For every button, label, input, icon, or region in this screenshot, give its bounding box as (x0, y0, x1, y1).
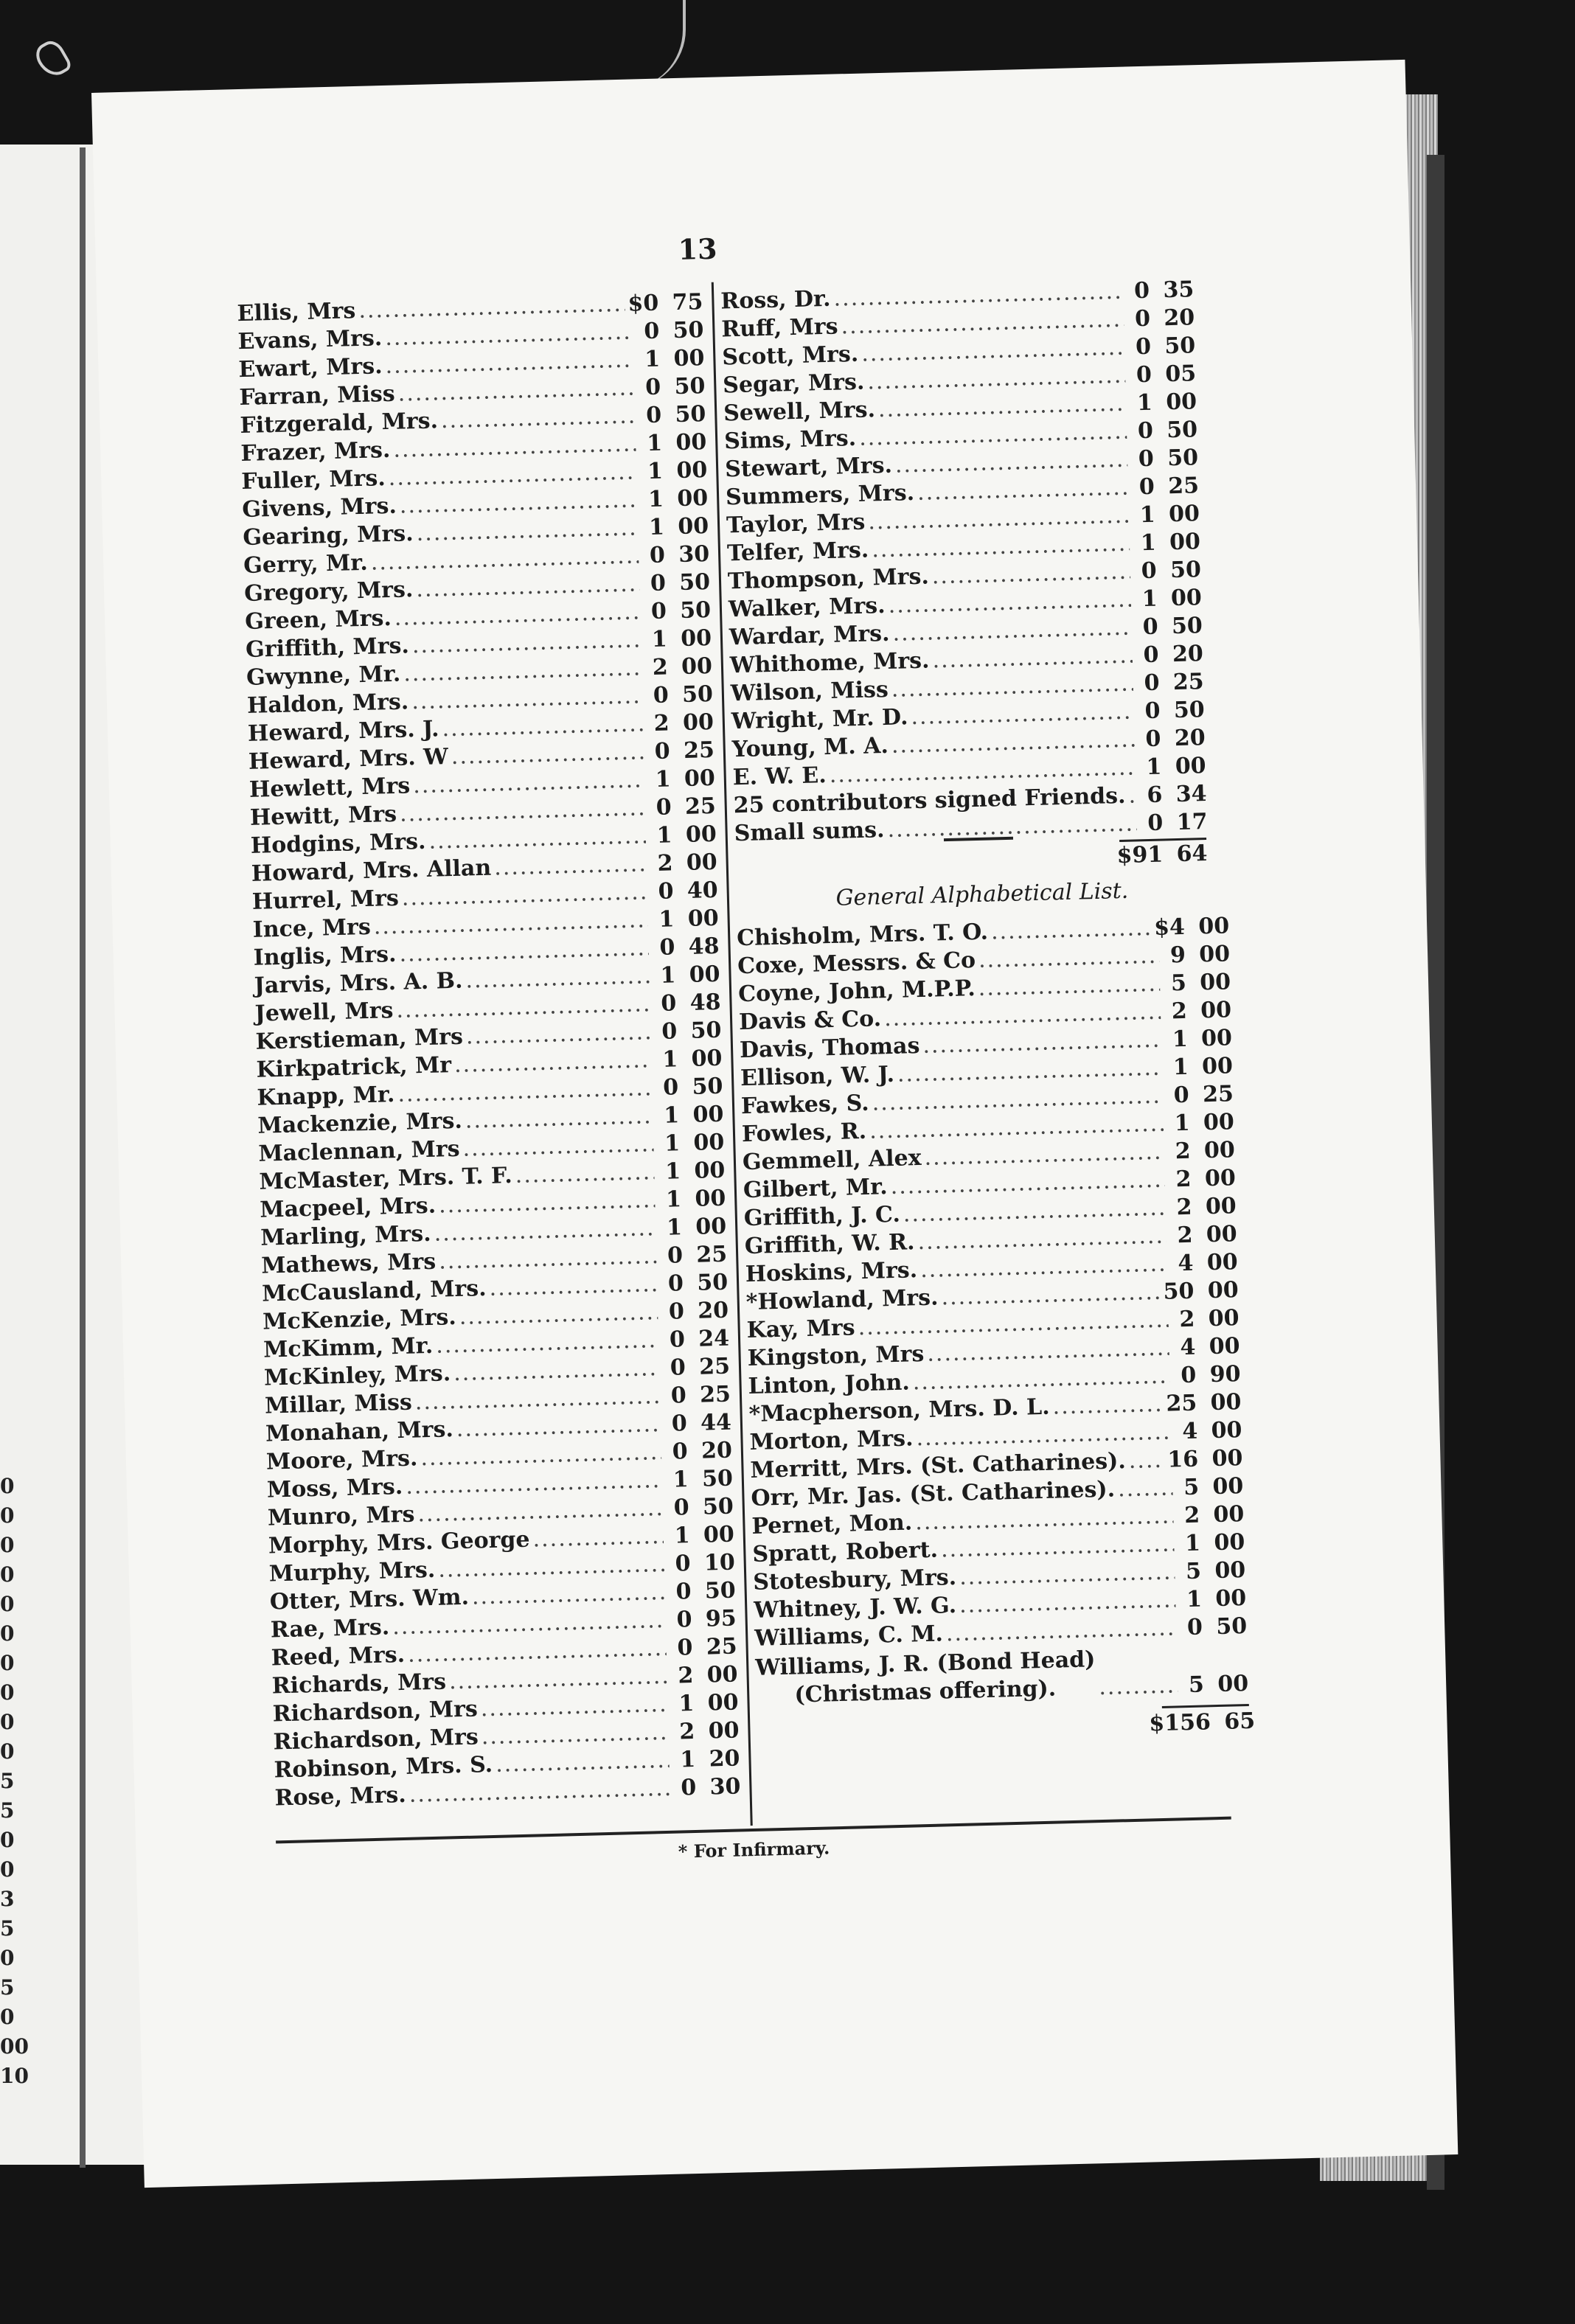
entry-name: Kay, Mrs (746, 1315, 856, 1344)
entry-name: Mathews, Mrs (260, 1248, 437, 1279)
entry-name: Heward, Mrs. J. (247, 716, 439, 747)
entry-amount: 1 00 (664, 1157, 726, 1185)
leader-dots (1052, 1391, 1164, 1422)
entry-amount: 1 00 (1186, 1585, 1247, 1613)
entry-name: Monahan, Mrs. (265, 1416, 454, 1447)
edge-digit: 0 (0, 1857, 15, 1882)
entry-amount: 0 05 (1136, 361, 1197, 389)
leader-dots (451, 738, 644, 771)
entry-name: E. W. E. (732, 762, 827, 791)
entry-amount: 0 50 (650, 596, 712, 625)
edge-digit: 5 (0, 1798, 15, 1823)
entry-name: Heward, Mrs. W (248, 744, 449, 775)
right-column-top-list (720, 276, 1208, 848)
entry-name: McCausland, Mrs. (261, 1275, 487, 1307)
left-page-edge-digits (0, 1472, 29, 2091)
section-heading: General Alphabetical List. (835, 877, 1129, 911)
entry-name: Scott, Mrs. (721, 341, 859, 371)
entry-name: Hurrel, Mrs (251, 885, 400, 915)
entry-amount: 0 50 (673, 1493, 734, 1521)
entry-name: McKinley, Mrs. (263, 1360, 451, 1391)
entry-amount: 0 25 (670, 1381, 731, 1409)
leader-dots (978, 970, 1160, 1003)
entry-name: Fuller, Mrs. (240, 465, 386, 495)
entry-name: Gregory, Mrs. (243, 577, 414, 607)
entry-amount: 1 00 (1136, 389, 1197, 417)
entry-amount: 0 90 (1180, 1361, 1241, 1389)
entry-amount: 0 20 (672, 1437, 733, 1465)
entry-name: McKimm, Mr. (262, 1332, 434, 1363)
entry-name: Rose, Mrs. (274, 1781, 407, 1812)
book-thread (624, 0, 686, 88)
entry-amount: $4 00 (1153, 913, 1230, 941)
right-column-bottom-list (737, 912, 1248, 1653)
entry-amount: 25 00 (1166, 1389, 1242, 1417)
entry-amount: 0 20 (1134, 305, 1195, 333)
entry-name: Murphy, Mrs. (268, 1556, 436, 1587)
entry-name: Stotesbury, Mrs. (752, 1564, 957, 1596)
entry-name: Sims, Mrs. (723, 425, 857, 455)
entry-amount: 4 00 (1180, 1333, 1240, 1361)
entry-name: McMaster, Mrs. T. F. (259, 1163, 513, 1195)
entry-name: Williams, C. M. (754, 1621, 944, 1652)
entry-amount: 0 25 (1138, 473, 1200, 501)
entry-amount: 1 00 (660, 961, 720, 989)
entry-name: Davis & Co. (738, 1006, 882, 1036)
entry-amount: 0 20 (668, 1297, 729, 1325)
entry-name: Givens, Mrs. (241, 493, 397, 523)
edge-digit: 5 (0, 1975, 15, 2000)
entry-name: Gerry, Mr. (243, 549, 369, 579)
entry-name: Jarvis, Mrs. A. B. (254, 967, 463, 999)
leader-dots (480, 1691, 668, 1723)
leader-dots (494, 850, 647, 882)
page-number: 13 (678, 232, 718, 266)
edge-digit: 0 (0, 1621, 15, 1646)
leader-dots (465, 1102, 653, 1135)
entry-name: Griffith, J. C. (743, 1201, 901, 1232)
entry-amount: 1 00 (1174, 1109, 1235, 1137)
entry-amount: 0 20 (1145, 725, 1206, 753)
edge-digit: 0 (0, 1533, 15, 1557)
left-column-list (237, 288, 741, 1812)
entry-name: Summers, Mrs. (725, 479, 915, 511)
entry-amount: 1 00 (648, 513, 709, 541)
entry-amount: 0 50 (661, 1017, 722, 1045)
entry-amount: 0 50 (675, 1577, 737, 1605)
edge-digit: 0 (0, 1474, 15, 1498)
entry-amount: 1 00 (1184, 1529, 1245, 1557)
entry-name: 25 contributors signed Friends. (733, 782, 1126, 819)
entry-name: Green, Mrs. (244, 605, 392, 635)
entry-amount: 0 50 (662, 1073, 723, 1101)
leader-dots (515, 1158, 655, 1190)
entry-amount: 0 25 (667, 1241, 728, 1269)
entry-name: Reed, Mrs. (271, 1641, 406, 1671)
entry-amount: 0 40 (658, 877, 719, 905)
entry-amount: 1 50 (672, 1465, 734, 1493)
entry-amount: 1 00 (665, 1185, 726, 1213)
leader-dots (1099, 1671, 1178, 1702)
entry-amount: 9 00 (1169, 941, 1231, 969)
entry-name: Robinson, Mrs. S. (274, 1751, 493, 1784)
entry-amount: 1 00 (664, 1129, 725, 1157)
entry-name: Walker, Mrs. (728, 592, 886, 623)
entry-amount: 0 50 (1137, 417, 1198, 445)
entry-name: Hewitt, Mrs (249, 801, 397, 831)
entry-name: Kerstieman, Mrs (255, 1023, 464, 1055)
entry-amount: 2 00 (678, 1717, 740, 1745)
entry-name: Kingston, Mrs (747, 1340, 925, 1372)
edge-digit: 0 (0, 1680, 15, 1705)
leader-dots (465, 1018, 651, 1051)
edge-digit: 0 (0, 1828, 15, 1852)
entry-amount: 2 00 (1175, 1137, 1236, 1165)
leader-dots (440, 402, 635, 435)
entry-amount: 1 00 (663, 1101, 724, 1129)
entry-name: Griffith, Mrs. (245, 633, 410, 663)
entry-name: Knapp, Mr. (257, 1082, 395, 1111)
entry-name: Ross, Dr. (720, 285, 831, 315)
leader-dots (1128, 1447, 1165, 1475)
entry-amount: 2 00 (1179, 1305, 1240, 1333)
entry-amount: 1 00 (658, 905, 720, 933)
entry-name: Pernet, Mon. (751, 1509, 913, 1540)
entry-amount: 0 25 (1144, 669, 1205, 697)
entry-name: Richardson, Mrs (272, 1696, 479, 1728)
entry-name: Moss, Mrs. (266, 1473, 403, 1503)
entry-amount: 1 00 (655, 765, 716, 793)
entry-amount: 0 50 (1142, 613, 1203, 641)
entry-amount: 0 30 (649, 540, 710, 569)
entry-name: Coyne, John, M.P.P. (737, 975, 976, 1008)
entry-amount: 2 00 (678, 1661, 739, 1689)
entry-amount: 5 00 (1183, 1473, 1244, 1501)
entry-amount: 2 00 (652, 653, 713, 681)
entry-name: Taylor, Mrs (726, 509, 866, 539)
entry-amount: 1 00 (1141, 585, 1203, 613)
leader-dots (471, 1579, 665, 1612)
williams-line1: Williams, J. R. (Bond Head) (754, 1646, 1096, 1681)
entry-name: Maclennan, Mrs (258, 1135, 460, 1167)
entry-name: Richardson, Mrs (273, 1724, 479, 1756)
entry-amount: 1 00 (1139, 501, 1200, 529)
entry-name: Mackenzie, Mrs. (257, 1107, 463, 1139)
right-page (91, 60, 1458, 2188)
entry-amount: 2 00 (1183, 1501, 1245, 1529)
leader-dots (462, 1130, 654, 1163)
entry-amount: 5 00 (1188, 1670, 1249, 1699)
entry-amount: 1 00 (644, 345, 705, 373)
leader-dots (496, 1747, 670, 1779)
entry-name: Inglis, Mrs. (253, 941, 397, 971)
entry-name: Fowles, R. (741, 1118, 867, 1148)
book-gutter (80, 147, 86, 2168)
entry-amount: 0 95 (676, 1605, 737, 1633)
entry-amount: 0 24 (669, 1325, 730, 1353)
entry-name: Young, M. A. (731, 732, 889, 763)
entry-name: Hewlett, Mrs (248, 773, 411, 803)
entry-amount: 0 25 (654, 737, 715, 765)
entry-amount: 2 00 (657, 849, 718, 877)
entry-amount: 16 00 (1167, 1445, 1243, 1473)
entry-name: Jewell, Mrs (254, 998, 394, 1027)
entry-amount: 0 50 (650, 568, 711, 597)
entry-amount: 0 50 (644, 373, 706, 401)
leader-dots (1128, 782, 1136, 810)
entry-amount: 2 00 (653, 709, 715, 737)
leader-dots (465, 962, 650, 995)
edge-digit: 5 (0, 1916, 15, 1941)
entry-amount: 0 50 (1186, 1613, 1248, 1641)
entry-name: Gemmell, Alex (742, 1144, 922, 1176)
leader-dots (945, 1614, 1176, 1648)
entry-amount: 0 35 (1133, 276, 1195, 305)
leader-dots (1118, 1475, 1173, 1504)
entry-amount: 0 50 (1144, 697, 1206, 725)
entry-amount: 0 25 (670, 1353, 731, 1381)
entry-name: Davis, Thomas (739, 1032, 920, 1064)
entry-name: Richards, Mrs (271, 1669, 447, 1699)
entry-amount: $0 75 (627, 289, 703, 317)
edge-digit: 00 (0, 2034, 29, 2059)
entry-name: Evans, Mrs. (237, 325, 383, 355)
entry-name: Otter, Mrs. Wm. (269, 1584, 470, 1615)
entry-amount: 2 00 (1176, 1193, 1237, 1221)
entry-name: Wilson, Miss (730, 676, 889, 707)
entry-amount: 1 00 (674, 1521, 735, 1549)
entry-name: Linton, John. (748, 1369, 911, 1400)
entry-amount: 4 00 (1178, 1249, 1239, 1277)
entry-amount: 1 20 (679, 1745, 740, 1773)
entry-amount: 4 00 (1181, 1417, 1242, 1445)
leader-dots (532, 1523, 664, 1554)
entry-amount: 1 00 (1140, 529, 1201, 557)
entry-name: Morton, Mrs. (749, 1425, 914, 1455)
subtotal-rule-bottom (1162, 1704, 1249, 1708)
entry-amount: 0 25 (1173, 1081, 1234, 1109)
entry-amount: 1 00 (678, 1689, 739, 1717)
leader-dots (489, 1270, 658, 1303)
leader-dots (991, 914, 1152, 946)
entry-name: Hoskins, Mrs. (745, 1257, 918, 1288)
entry-name: Gearing, Mrs. (242, 521, 414, 551)
entry-name: Rae, Mrs. (270, 1614, 390, 1643)
edge-digit: 3 (0, 1887, 15, 1911)
entry-name: Macpeel, Mrs. (259, 1192, 437, 1223)
entry-name: Merritt, Mrs. (St. Catharines). (750, 1448, 1127, 1483)
entry-name: Farran, Miss (239, 380, 396, 411)
entry-name: Wardar, Mrs. (729, 620, 890, 651)
entry-name: Ellis, Mrs (237, 298, 356, 327)
entry-name: Fawkes, S. (740, 1090, 870, 1120)
entry-name: Howard, Mrs. Allan (251, 855, 492, 887)
entry-name: Chisholm, Mrs. T. O. (736, 919, 989, 952)
entry-name: Segar, Mrs. (722, 369, 865, 399)
entry-amount: 1 00 (647, 457, 708, 485)
entry-amount: 5 00 (1170, 969, 1231, 997)
entry-name: Millar, Miss (264, 1389, 413, 1419)
entry-name: Morphy, Mrs. George (268, 1526, 530, 1559)
entry-amount: 0 48 (660, 989, 721, 1017)
entry-name: Whitney, J. W. G. (753, 1592, 957, 1624)
entry-name: Thompson, Mrs. (727, 563, 930, 595)
edge-digit: 10 (0, 2064, 29, 2088)
entry-name: *Macpherson, Mrs. D. L. (748, 1394, 1051, 1428)
subtotal-top: $91 64 (1116, 841, 1208, 869)
entry-name: Telfer, Mrs. (726, 537, 869, 567)
entry-name: *Howland, Mrs. (745, 1284, 939, 1316)
entry-amount: 1 00 (666, 1213, 727, 1241)
entry-name: Munro, Mrs (267, 1501, 415, 1531)
entry-name: Haldon, Mrs. (246, 689, 409, 719)
entry-name: Wright, Mr. D. (731, 704, 908, 735)
edge-digit: 0 (0, 1592, 15, 1616)
entry-name: Hodgins, Mrs. (250, 828, 426, 859)
leader-dots (978, 942, 1160, 975)
entry-name: Marling, Mrs. (260, 1220, 432, 1251)
entry-name (755, 1646, 1096, 1711)
entry-amount: 0 44 (671, 1409, 732, 1437)
edge-digit: 0 (0, 1562, 15, 1587)
entry-name: Ewart, Mrs. (238, 353, 383, 383)
entry-amount: 1 00 (661, 1045, 723, 1073)
entry-amount: 2 00 (1177, 1221, 1238, 1249)
entry-name: Whithome, Mrs. (729, 647, 930, 679)
entry-amount: 0 50 (1141, 557, 1202, 585)
entry-name: Sewell, Mrs. (723, 397, 876, 427)
entry-amount: 0 50 (643, 317, 704, 345)
entry-amount: 0 50 (645, 401, 706, 429)
subtotal-bottom: $156 65 (1148, 1708, 1256, 1737)
entry-name: Spratt, Robert. (752, 1537, 939, 1568)
edge-digit: 0 (0, 1710, 15, 1734)
entry-amount: 0 25 (656, 793, 717, 821)
entry-name: Coxe, Messrs. & Co (737, 947, 976, 980)
entry-amount: 1 00 (647, 485, 709, 513)
entry-amount: 0 50 (653, 681, 714, 709)
entry-amount: 0 50 (1135, 333, 1196, 361)
edge-digit: 0 (0, 1503, 15, 1528)
entry-amount: 0 48 (659, 933, 720, 961)
entry-name: Frazer, Mrs. (240, 436, 391, 467)
entry-amount: 0 17 (1147, 809, 1208, 837)
entry-amount: 0 10 (675, 1549, 736, 1577)
entry-amount: 2 00 (1175, 1165, 1237, 1193)
williams-entry (755, 1642, 1249, 1711)
entry-amount: 2 00 (1171, 997, 1232, 1025)
entry-name: Ruff, Mrs (720, 313, 838, 343)
entry-amount: 0 50 (667, 1269, 729, 1297)
entry-amount: 1 00 (1146, 753, 1207, 781)
entry-amount: 1 00 (1172, 1053, 1234, 1081)
entry-amount: 1 00 (1172, 1025, 1233, 1053)
entry-name: Kirkpatrick, Mr (256, 1052, 452, 1083)
entry-amount: 0 20 (1143, 641, 1204, 669)
williams-line2: (Christmas offering). (794, 1675, 1057, 1708)
entry-amount: 1 00 (651, 625, 712, 653)
edge-digit: 0 (0, 1739, 15, 1764)
entry-amount: 0 50 (1138, 445, 1199, 473)
entry-amount: 0 25 (677, 1633, 738, 1661)
edge-digit: 5 (0, 1769, 15, 1793)
entry-amount: 1 00 (656, 821, 717, 849)
entry-name: Gilbert, Mr. (743, 1174, 889, 1204)
entry-amount: 5 00 (1185, 1557, 1246, 1585)
leader-dots (481, 1719, 669, 1751)
entry-amount: 1 00 (646, 429, 707, 457)
entry-amount: 0 30 (680, 1773, 741, 1801)
entry-name: Griffith, W. R. (744, 1229, 915, 1260)
entry-name: Stewart, Mrs. (724, 452, 893, 483)
entry-name: Ince, Mrs (252, 914, 372, 943)
entry-name: Moore, Mrs. (265, 1445, 418, 1475)
entry-name: Gwynne, Mr. (246, 661, 401, 691)
entry-name: Fitzgerald, Mrs. (240, 408, 439, 439)
entry-name: McKenzie, Mrs. (262, 1304, 457, 1335)
leader-dots (408, 1775, 670, 1809)
edge-digit: 0 (0, 1946, 15, 1970)
edge-digit: 0 (0, 1651, 15, 1675)
entry-name: Ellison, W. J. (740, 1061, 895, 1092)
entry-amount: 6 34 (1147, 781, 1207, 809)
entry-name: Small sums. (734, 817, 885, 847)
edge-digit: 0 (0, 2005, 15, 2029)
clip-icon (32, 37, 74, 82)
entry-amount: 50 00 (1163, 1277, 1240, 1305)
entry-name: Orr, Mr. Jas. (St. Catharines). (751, 1476, 1116, 1511)
footnote: * For Infirmary. (678, 1837, 830, 1862)
